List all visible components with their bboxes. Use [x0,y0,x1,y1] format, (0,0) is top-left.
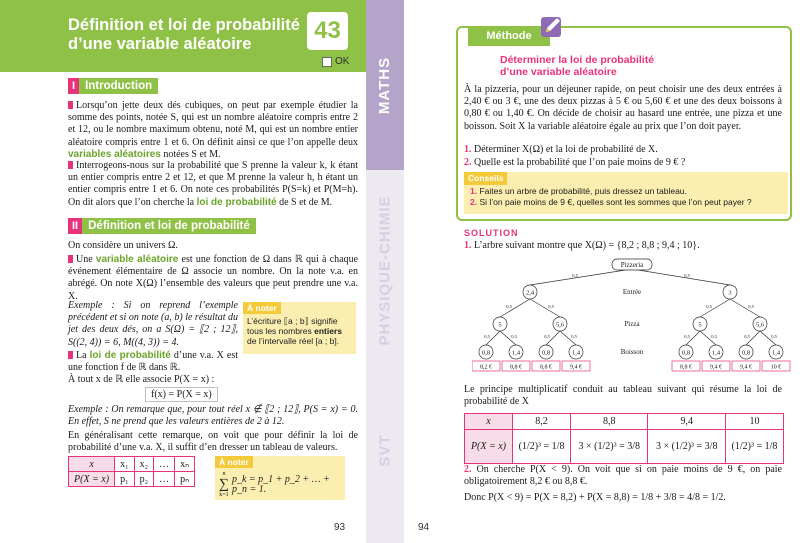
branch-probability: 0,5 [711,334,717,339]
tree-node-boisson-label: 0,8 [681,349,691,357]
table-cell: (1/2)³ = 1/8 [513,430,571,464]
table-cell: p₁ [115,472,135,487]
tree-branch [700,299,730,317]
conseils-heading: Conseils [464,172,507,185]
pencil-icon [540,14,564,38]
definition-paragraph-1: Une variable aléatoire est une fonction de Ω dans ℝ qui à chaque événement élémentaire de Ω associe un nombre. On la note v.a. en abrégé. On note X(Ω) l’ensemble des valeurs que peut prendre une v.a. X. [68,254,359,302]
solution-1: 1. L’arbre suivant montre que X(Ω) = {8,2 ; 8,8 ; 9,4 ; 10}. [464,240,700,251]
table-cell: 8,8 [571,414,648,430]
conseil-2: 2. Si l’on paie moins de 9 €, quelles sont les sommes que l’on peut payer ? [470,197,752,207]
tree-level-label: Pizza [624,320,640,328]
branch-probability: 0,5 [684,273,690,278]
tree-level-label: Entrée [622,288,642,296]
table-cell: pₙ [175,472,195,487]
branch-probability: 0,5 [748,304,754,309]
tree-node-boisson-label: 0,8 [541,349,551,357]
table-row [465,430,784,464]
problem-statement: À la pizzeria, pour un déjeuner rapide, on peut choisir une des deux entrées à 2,40 € ou 3 €, une des deux pizzas à 5 € ou 5,60 € et une des deux boissons à 0,80 € ou 1,40 €. On décide de choisir au hasard une entrée, une pizza et une boisson. Soit X la variable aléatoire égale au prix que l’on doit payer. [464,84,782,132]
conseils-box [464,172,788,214]
section-heading-definition [68,218,256,234]
tree-node-boisson-label: 1,4 [571,349,581,357]
section-title: Définition et loi de probabilité [82,218,256,234]
checkbox-icon[interactable] [322,57,332,67]
solution-2-final: Donc P(X < 9) = P(X = 8,2) + P(X = 8,8) = 1/8 + 3/8 = 4/8 = 1/2. [464,492,726,503]
definition-paragraph-4: En généralisant cette remarque, on voit que pour définir la loi de probabilité d’une v.a. X, il suffit d’en dresser un tableau de valeurs. [68,430,358,454]
tree-branch [632,269,730,285]
intro-paragraph-2: Interrogeons-nous sur la probabilité que S prenne la valeur k, k étant un entier compris entre 2 et 12, et que M prenne la valeur h, h étant un entier compris entre 1 et 6. On note ces probabilités P(S=k) et P(M=h). On dit alors que l’on cherche la loi de probabilité de S et de M. [68,160,358,208]
intro-paragraph-1: Lorsqu’on jette deux dés cubiques, on peut par exemple étudier la somme des points, notée S, qui est un nombre aléatoire compris entre 2 et 12, ou le nombre maximum obtenu, noté M, qui est un nombre entier aléatoire compris entre 1 et 6. On définit ainsi ce que l’on appelle deux variables aléatoires notées S et M. [68,100,358,160]
tree-total-label: 8,8 € [510,364,522,371]
subject-tab-maths[interactable]: MATHS [366,0,404,170]
sum-symbol: n ∑ k=1 [219,471,229,498]
subject-tab-svt[interactable]: SVT [376,433,394,467]
branch-probability: 0,5 [544,334,550,339]
subject-tab-physique-chimie[interactable]: PHYSIQUE-CHIMIE [376,194,394,346]
note-box-sum [215,456,345,500]
table-cell: 9,4 [648,414,725,430]
note-heading: À noter [215,456,253,468]
title-line-2: d’une variable aléatoire [68,35,252,53]
example-2: Exemple : On remarque que, pour tout réel x ∉ ⟦2 ; 12⟧, P(S = x) = 0. En effet, S ne prend que les valeurs entières de 2 à 12. [68,404,358,428]
tree-node-boisson-label: 1,4 [711,349,721,357]
tree-node-boisson-label: 0,8 [741,349,751,357]
branch-probability: 0,5 [706,304,712,309]
ok-checkbox[interactable] [322,56,349,67]
tree-node-pizza-label: 5,6 [555,321,565,329]
tree-total-label: 9,4 € [740,364,752,371]
table-cell: x₂ [134,457,154,472]
tree-node-boisson-label: 1,4 [771,349,781,357]
table-cell: … [154,472,175,487]
highlight-term: loi de probabilité [196,196,277,208]
method-title: Déterminer la loi de probabilité d’une variable aléatoire [500,54,655,78]
table-cell: x [69,457,115,472]
tree-total-label: 10 € [770,364,782,371]
branch-probability: 0,5 [506,304,512,309]
branch-probability: 0,5 [571,334,577,339]
chapter-number-badge: 43 [305,10,350,52]
ok-label: OK [335,56,350,67]
probability-tree [472,256,792,378]
table-cell: x₁ [115,457,135,472]
table-cell: 10 [725,414,783,430]
bullet-icon [68,351,73,359]
section-heading-introduction [68,78,158,94]
table-cell: 8,2 [513,414,571,430]
section-title: Introduction [79,78,158,94]
section-number: II [68,218,82,234]
section-number: I [68,78,79,94]
table-cell: … [154,457,175,472]
title-line-1: Définition et loi de probabilité [68,16,300,34]
bullet-icon [68,161,73,169]
right-page [404,0,800,543]
tree-total-label: 9,4 € [710,364,722,371]
solution-2: 2. On cherche P(X < 9). On voit que si on paie moins de 9 €, on paie obligatoirement 8,2 € ou 8,8 €. [464,464,782,488]
sum-formula: p_k = p_1 + p_2 + … + p_n = 1. [231,473,330,495]
table-cell: P(X = x) [69,472,115,487]
bullet-icon [68,255,73,263]
question-1: 1. Déterminer X(Ω) et la loi de probabilité de X. [464,144,658,155]
tree-total-label: 8,2 € [480,364,492,371]
note-box-interval: À noter L’écriture ⟦a ; b⟧ signifie tous les nombres entiers de l’intervalle réel [a ; b]. [243,302,356,354]
tree-branch [530,269,632,285]
tree-branch [500,299,530,317]
tree-node-boisson-label: 1,4 [511,349,521,357]
tree-branches [486,269,776,345]
table-cell: P(X = x) [465,430,513,464]
tree-root-label: Pizzeria [620,261,644,269]
table-cell: 3 × (1/2)³ = 3/8 [648,430,725,464]
branch-probability: 0,5 [548,304,554,309]
tree-node-entree-label: 3 [728,289,732,297]
table-row [69,457,195,472]
branch-probability: 0,5 [684,334,690,339]
definition-intro: On considère un univers Ω. [68,240,178,251]
tree-node-pizza-label: 5 [498,321,502,329]
tree-nodes [472,259,790,371]
branch-probability: 0,5 [572,273,578,278]
page-number: 93 [334,522,346,533]
table-cell: 3 × (1/2)³ = 3/8 [571,430,648,464]
tree-node-entree-label: 2,4 [525,289,535,297]
branch-probability: 0,5 [484,334,490,339]
highlight-term: variable aléatoire [95,254,179,265]
generic-probability-table [68,456,195,487]
table-cell: (1/2)³ = 1/8 [725,430,783,464]
tree-node-boisson-label: 0,8 [481,349,491,357]
tree-total-label: 9,4 € [570,364,582,371]
page-title [68,16,318,54]
highlight-term: variables aléatoires [68,148,161,160]
definition-paragraph-2: La loi de probabilité d’une v.a. X est une fonction f de ℝ dans ℝ. [68,350,238,374]
conseil-1: 1. Faites un arbre de probabilité, puis dressez un tableau. [470,185,687,196]
tree-total-label: 8,8 € [540,364,552,371]
branch-probability: 0,5 [771,334,777,339]
branch-probability: 0,5 [511,334,517,339]
formula-box: f(x) = P(X = x) [145,387,218,402]
definition-paragraph-3: À tout x de ℝ elle associe P(X = x) : [68,374,215,385]
branch-probability: 0,5 [744,334,750,339]
tree-node-pizza-label: 5,6 [755,321,765,329]
tree-branch [530,299,560,317]
methode-label: Méthode [468,26,550,46]
tree-total-label: 8,8 € [680,364,692,371]
table-row [69,472,195,487]
subject-spine [366,0,404,543]
page-number: 94 [418,522,430,533]
tree-node-pizza-label: 5 [698,321,702,329]
highlight-term: loi de probabilité [89,350,171,361]
solution-1-after: Le principe multiplicatif conduit au tableau suivant qui résume la loi de probabilité de X [464,384,782,408]
tree-branch [730,299,760,317]
table-cell: xₙ [175,457,195,472]
note-heading: À noter [243,302,281,314]
table-cell: p₂ [134,472,154,487]
left-page [0,0,366,543]
question-2: 2. Quelle est la probabilité que l’on paie moins de 9 € ? [464,157,686,168]
solution-label: SOLUTION [464,228,519,238]
bullet-icon [68,101,73,109]
probability-law-table [464,413,784,464]
table-row [465,414,784,430]
example-1: Exemple : Si on reprend l’exemple précédent et si on note (a, b) le résultat du jet des deux dés, on a S(Ω) = ⟦2 ; 12⟧, S((2, 4)) = 6, M((4, 3)) = 4. [68,300,238,348]
tree-level-label: Boisson [620,348,644,356]
table-cell: x [465,414,513,430]
